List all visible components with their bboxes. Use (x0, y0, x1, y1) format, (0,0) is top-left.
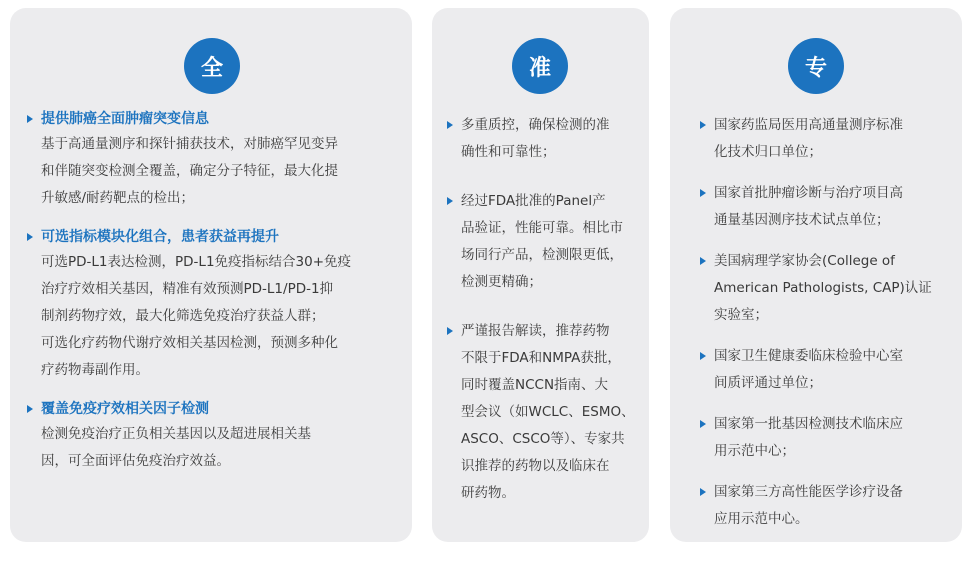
text-line: 应用示范中心。 (714, 511, 809, 527)
text-line: 国家第一批基因检测技术临床应 (714, 416, 903, 432)
list-item (698, 180, 952, 234)
text-line: 国家药监局医用高通量测序标准 (714, 117, 903, 133)
triangle-right-icon (447, 197, 453, 205)
section-immune-factors (25, 398, 400, 475)
text-line: 国家卫生健康委临床检验中心室 (714, 348, 903, 364)
body-line: 因，可全面评估免疫治疗效益。 (41, 453, 230, 469)
item-text (714, 343, 952, 397)
list-item (698, 479, 952, 533)
card-accurate (432, 8, 649, 542)
card-comprehensive (10, 8, 412, 542)
text-line: 同时覆盖NCCN指南、大 (461, 377, 609, 393)
list-item (445, 112, 641, 166)
text-line: 用示范中心； (714, 443, 795, 459)
body-line: 升敏感/耐药靶点的检出； (41, 190, 195, 206)
item-text (714, 411, 952, 465)
list-item (445, 188, 641, 296)
text-line: 检测更精确； (461, 274, 542, 290)
text-line: American Pathologists, CAP)认证 (714, 280, 932, 296)
card-comprehensive-content (25, 108, 400, 489)
card-professional-content (698, 112, 952, 547)
section-body (41, 421, 400, 475)
item-text (714, 112, 952, 166)
item-text (461, 318, 641, 507)
list-item (698, 411, 952, 465)
triangle-right-icon (700, 420, 706, 428)
body-line: 疗药物毒副作用。 (41, 362, 149, 378)
list-item (698, 248, 952, 329)
text-line: 确性和可靠性； (461, 144, 556, 160)
section-title: 提供肺癌全面肿瘤突变信息 (41, 111, 209, 127)
text-line: 间质评通过单位； (714, 375, 822, 391)
triangle-right-icon (700, 121, 706, 129)
triangle-right-icon (27, 405, 33, 413)
text-line: 研药物。 (461, 485, 515, 501)
body-line: 制剂药物疗效，最大化筛选免疫治疗获益人群； (41, 308, 325, 324)
list-item (698, 343, 952, 397)
text-line: 美国病理学家协会(College of (714, 253, 895, 269)
item-text (714, 180, 952, 234)
body-line: 检测免疫治疗正负相关基因以及超进展相关基 (41, 426, 311, 442)
list-item (445, 318, 641, 507)
text-line: 场同行产品，检测限更低， (461, 247, 623, 263)
text-line: 化技术归口单位； (714, 144, 822, 160)
badge-professional: 专 (788, 38, 844, 94)
body-line: 基于高通量测序和探针捕获技术，对肺癌罕见变异 (41, 136, 338, 152)
text-line: 国家第三方高性能医学诊疗设备 (714, 484, 903, 500)
body-line: 可选化疗药物代谢疗效相关基因检测，预测多种化 (41, 335, 338, 351)
triangle-right-icon (27, 115, 33, 123)
badge-accurate: 准 (512, 38, 568, 94)
triangle-right-icon (700, 352, 706, 360)
text-line: 严谨报告解读，推荐药物 (461, 323, 610, 339)
section-title: 可选指标模块化组合，患者获益再提升 (41, 229, 279, 245)
triangle-right-icon (700, 257, 706, 265)
badge-comprehensive: 全 (184, 38, 240, 94)
item-text (461, 188, 641, 296)
section-body (41, 249, 400, 384)
section-body (41, 131, 400, 212)
text-line: 不限于FDA和NMPA获批， (461, 350, 621, 366)
triangle-right-icon (447, 121, 453, 129)
body-line: 治疗疗效相关基因，精准有效预测PD-L1/PD-1抑 (41, 281, 334, 297)
text-line: ASCO、CSCO等）、专家共 (461, 431, 625, 447)
body-line: 可选PD-L1表达检测，PD-L1免疫指标结合30+免疫 (41, 254, 352, 270)
text-line: 实验室； (714, 307, 768, 323)
card-professional (670, 8, 962, 542)
item-text (714, 248, 952, 329)
text-line: 品验证，性能可靠。相比市 (461, 220, 623, 236)
text-line: 型会议（如WCLC、ESMO、 (461, 404, 635, 420)
triangle-right-icon (27, 233, 33, 241)
item-text (461, 112, 641, 166)
body-line: 和伴随突变检测全覆盖，确定分子特征，最大化提 (41, 163, 338, 179)
text-line: 通量基因测序技术试点单位； (714, 212, 890, 228)
text-line: 多重质控，确保检测的准 (461, 117, 610, 133)
triangle-right-icon (700, 488, 706, 496)
section-tumor-mutation (25, 108, 400, 212)
list-item (698, 112, 952, 166)
card-accurate-content (445, 112, 641, 529)
triangle-right-icon (447, 327, 453, 335)
triangle-right-icon (700, 189, 706, 197)
text-line: 国家首批肿瘤诊断与治疗项目高 (714, 185, 903, 201)
item-text (714, 479, 952, 533)
text-line: 经过FDA批准的Panel产 (461, 193, 606, 209)
text-line: 识推荐的药物以及临床在 (461, 458, 610, 474)
section-modular-indicators (25, 226, 400, 384)
section-title: 覆盖免疫疗效相关因子检测 (41, 401, 209, 417)
